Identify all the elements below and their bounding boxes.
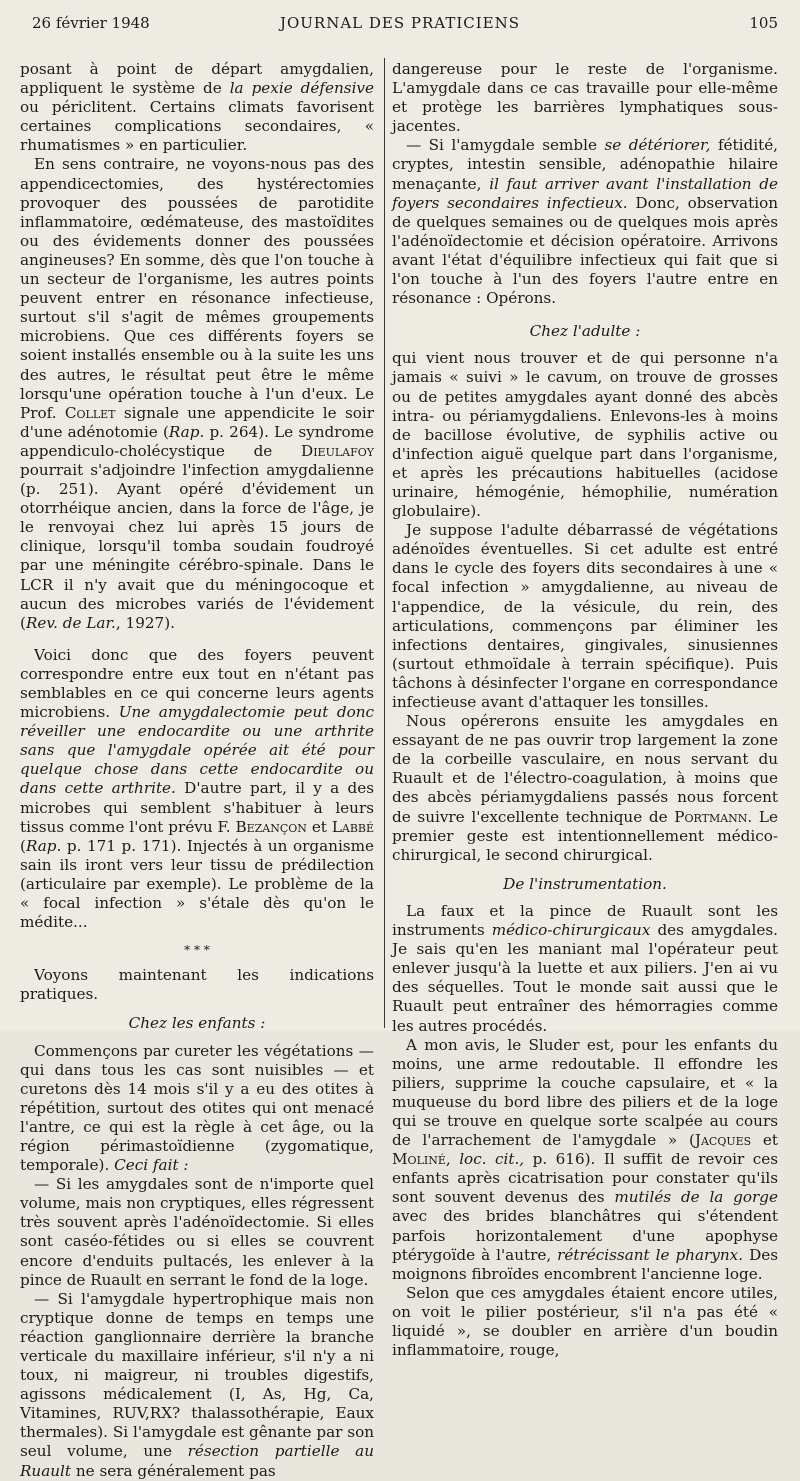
left-column — [20, 60, 374, 1481]
paragraph: En sens contraire, ne voyons-nous pas des appendicectomies, des hystérectomies provoquer des poussées de parotidite inflammatoire, œdémateuse, des mastoïdites ou des évidements donner des poussées angineuses? En somme, dès que l'on touche à un secteur de l'organisme, les autres points peuvent entrer en résonance infectieuse, surtout s'il s'agit de mêmes groupements microbiens. Que ces différents foyers se soient installés ensemble ou à la suite les uns des autres, le résultat peut être le même lorsqu'une opération touche à l'un d'eux. Le Prof. Collet signale une appendicite le soir d'une adénotomie (Rap. p. 264). Le syndrome appendiculo-cholécystique de Dieulafoy pourrait s'adjoindre l'infection amygdalienne (p. 251). Ayant opéré d'évidement un otorrhéique ancien, dans la force de l'âge, je le renvoyai chez lui après 15 jours de clinique, lorsqu'il tomba soudain foudroyé par une méningite cérébro-spinale. Dans le LCR il n'y avait que du méningocoque et aucun des microbes variés de l'évidement (Rev. de Lar., 1927). — [20, 155, 375, 632]
paragraph: Voyons maintenant les indications pratiques. — [20, 966, 374, 1004]
paragraph: Commençons par cureter les végétations — qui dans tous les cas sont nuisibles — et curetons dès 14 mois s'il y a eu des otites à répétition, surtout des otites qui ont menacé l'antre, ce qui est la règle à cet âge, ou la région périmastoïdienne (zygomatique, temporale). Ceci fait : — [20, 1041, 374, 1175]
right-column — [392, 60, 778, 1360]
issue-date: 26 février 1948 — [32, 14, 150, 32]
running-header — [0, 14, 800, 36]
page-number: 105 — [749, 14, 778, 32]
paragraph: Voici donc que des foyers peuvent correspondre entre eux tout en n'étant pas semblables en ce qui concerne leurs agents microbiens. Une amygdalectomie peut donc réveiller une endocardite ou une arthrite sans que l'amygdale opérée ait été pour quelque chose dans cette endocardite ou dans cette arthrite. D'autre part, il y a des microbes qui semblent s'habituer à leurs tissus comme l'ont prévu F. Bezançon et Labbé (Rap. p. 171 p. 171). Injectés à un organisme sain ils iront vers leur tissu de prédilection (articulaire par exemple). Le problème de la « focal infection » s'étale dès qu'on le médite... — [20, 645, 375, 932]
paragraph: La faux et la pince de Ruault sont les instruments médico-chirurgicaux des amygdales. Je sais qu'en les maniant mal l'opérateur peut enlever jusqu'à la luette et aux piliers. J'en ai vu des séquelles. Tout le monde sait aussi que le Ruault peut entraîner des hémorragies comme les autres procédés. — [392, 901, 778, 1035]
paragraph: A mon avis, le Sluder est, pour les enfants du moins, une arme redoutable. Il effondre les piliers, supprime la couche capsulaire, et « la muqueuse du bord libre des piliers et de la loge qui se trouve en quelque sorte scalpée au cours de l'arrachement de l'amygdale » (Jacques et Moliné, loc. cit., p. 616). Il suffit de revoir ces enfants après cicatrisation pour constater qu'ils sont souvent devenus des mutilés de la gorge avec des brides blanchâtres qui s'étendent parfois horizontalement d'une apophyse ptérygoïde à l'autre, rétrécissant le pharynx. Des moignons fibroïdes encombrent l'ancienne loge. — [392, 1035, 779, 1283]
section-heading: Chez les enfants : — [128, 1014, 266, 1033]
paragraph: qui vient nous trouver et de qui personne n'a jamais « suivi » le cavum, on trouve de grosses ou de petites amygdales ayant donné des abcès intra- ou périamygdaliens. Enlevons-les à moins de bacillose évolutive, de syphilis active ou d'infection aiguë quelque part dans l'organisme, et après les précautions habituelles (acidose urinaire, hémogénie, hémophilie, numération globulaire). — [392, 349, 778, 521]
paragraph: posant à point de départ amygdalien, appliquent le système de la pexie défensive ou périclitent. Certains climats favorisent certaines complications secondaires, « rhumatismes » en particulier. — [20, 60, 375, 155]
paragraph: Nous opérerons ensuite les amygdales en essayant de ne pas ouvrir trop largement la zone de la corbeille vasculaire, en nous servant du Ruault et de l'électro-coagulation, à moins que des abcès périamygdaliens passés nous forcent de suivre l'excellente technique de Portmann. Le premier geste est intentionnellement médico-chirurgical, le second chirurgical. — [392, 712, 778, 864]
paragraph: Je suppose l'adulte débarrassé de végétations adénoïdes éventuelles. Si cet adulte est entré dans le cycle des foyers dits secondaires à une « focal infection » amygdalienne, au niveau de l'appendice, de la vésicule, du rein, des articulations, commençons par éliminer les infections dentaires, gingivales, sinusiennes (surtout ethmoïdale à terrain spécifique). Puis tâchons à désinfecter l'organe en correspondance infectieuse avant d'attaquer les tonsilles. — [392, 521, 778, 711]
paragraph: — Si les amygdales sont de n'importe quel volume, mais non cryptiques, elles régressent très souvent après l'adénoïdectomie. Si elles sont caséo-fétides ou si elles se couvrent encore d'enduits pultacés, les enlever à la pince de Ruault en serrant le fond de la loge. — [20, 1175, 374, 1289]
paragraph: — Si l'amygdale semble se détériorer, fétidité, cryptes, intestin sensible, adénopathie hilaire menaçante, il faut arriver avant l'installation de foyers secondaires infectieux. Donc, observation de quelques semaines ou de quelques mois après l'adénoïdectomie et décision opératoire. Arrivons avant l'état d'équilibre infectieux qui fait que si l'on touche à l'un des foyers l'autre entre en résonance : Opérons. — [392, 136, 779, 308]
section-heading: Chez l'adulte : — [529, 322, 641, 341]
column-rule — [384, 58, 385, 1028]
journal-title: JOURNAL DES PRATICIENS — [279, 14, 521, 32]
section-separator: * * * — [184, 943, 210, 958]
paragraph: Selon que ces amygdales étaient encore utiles, on voit le pilier postérieur, s'il n'a pas été « liquidé », se doubler en arrière d'un boudin inflammatoire, rouge, — [392, 1283, 778, 1360]
paragraph: dangereuse pour le reste de l'organisme. L'amygdale dans ce cas travaille pour elle-même et protège les barrières lymphatiques sous-jacentes. — [392, 60, 778, 136]
section-heading: De l'instrumentation. — [503, 874, 667, 893]
paragraph: — Si l'amygdale hypertrophique mais non cryptique donne de temps en temps une réaction ganglionnaire derrière la branche verticale du maxillaire inférieur, s'il n'y a ni toux, ni maigreur, ni troubles digestifs, agissons médicalement (I, As, Hg, Ca, Vitamines, RUV,RX? thalassothérapie, Eaux thermales). Si l'amygdale est gênante par son seul volume, une résection partielle au Ruault ne sera généralement pas — [20, 1289, 374, 1480]
